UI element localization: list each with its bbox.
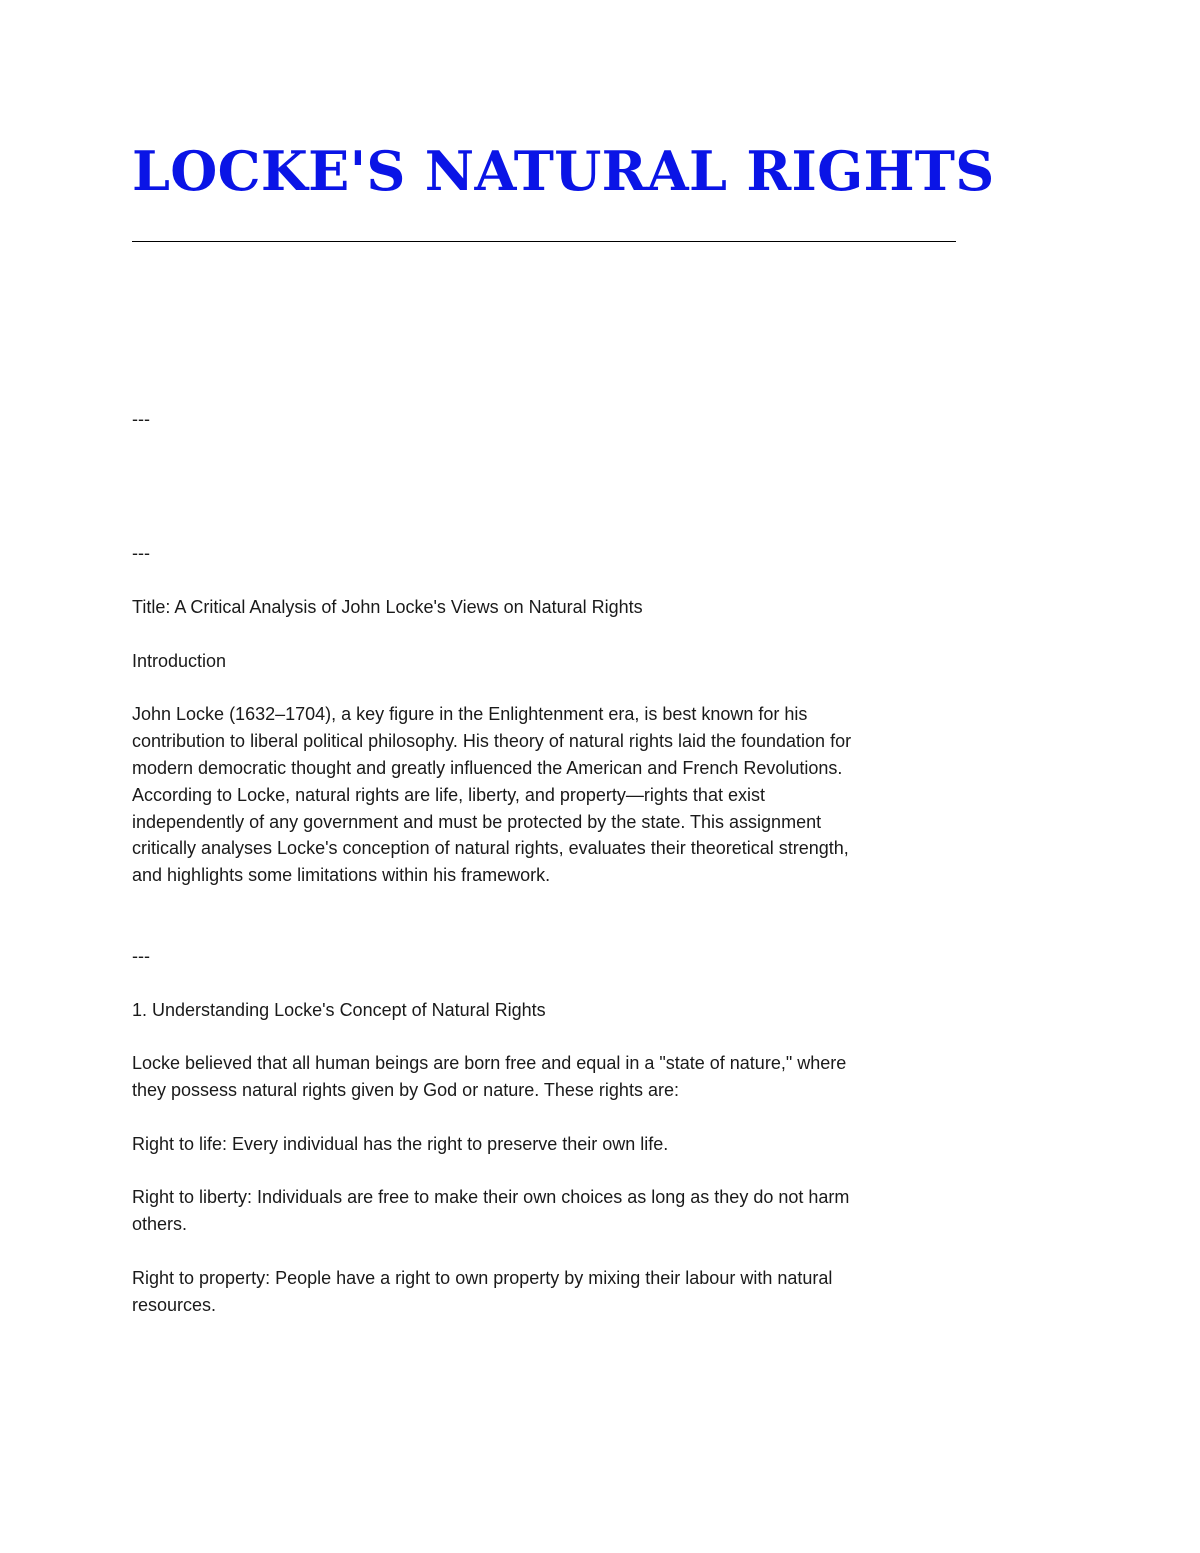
title-underline-rule xyxy=(132,241,956,242)
paragraph-line: John Locke (1632–1704), a key figure in the Enlightenment era, is best known for his xyxy=(132,704,808,724)
paragraph-line: resources. xyxy=(132,1295,217,1315)
separator: --- xyxy=(132,409,150,429)
paragraph-line: modern democratic thought and greatly influenced the American and French Revolutions. xyxy=(132,758,843,778)
paragraph-line: critically analyses Locke's conception of natural rights, evaluates their theoretical strength, xyxy=(132,838,849,858)
separator: --- xyxy=(132,543,150,563)
paragraph-line: they possess natural rights given by God or nature. These rights are: xyxy=(132,1080,679,1100)
separator: --- xyxy=(132,946,150,966)
paragraph-line: and highlights some limitations within his framework. xyxy=(132,865,551,885)
paragraph-line: Locke believed that all human beings are born free and equal in a "state of nature," where xyxy=(132,1053,847,1073)
introduction-heading: Introduction xyxy=(132,651,227,671)
paragraph-line: According to Locke, natural rights are life, liberty, and property—rights that exist xyxy=(132,785,765,805)
essay-title: Title: A Critical Analysis of John Locke's Views on Natural Rights xyxy=(132,597,643,617)
paragraph-line: contribution to liberal political philosophy. His theory of natural rights laid the foundation for xyxy=(132,731,852,751)
section-heading: 1. Understanding Locke's Concept of Natural Rights xyxy=(132,1000,546,1020)
paragraph-line: others. xyxy=(132,1214,188,1234)
document-title: LOCKE'S NATURAL RIGHTS xyxy=(132,139,995,203)
paragraph-line: independently of any government and must be protected by the state. This assignment xyxy=(132,812,822,832)
paragraph-line: Right to property: People have a right to own property by mixing their labour with natural xyxy=(132,1268,833,1288)
paragraph-line: Right to liberty: Individuals are free to make their own choices as long as they do not harm xyxy=(132,1187,850,1207)
right-to-life-item: Right to life: Every individual has the right to preserve their own life. xyxy=(132,1134,669,1154)
